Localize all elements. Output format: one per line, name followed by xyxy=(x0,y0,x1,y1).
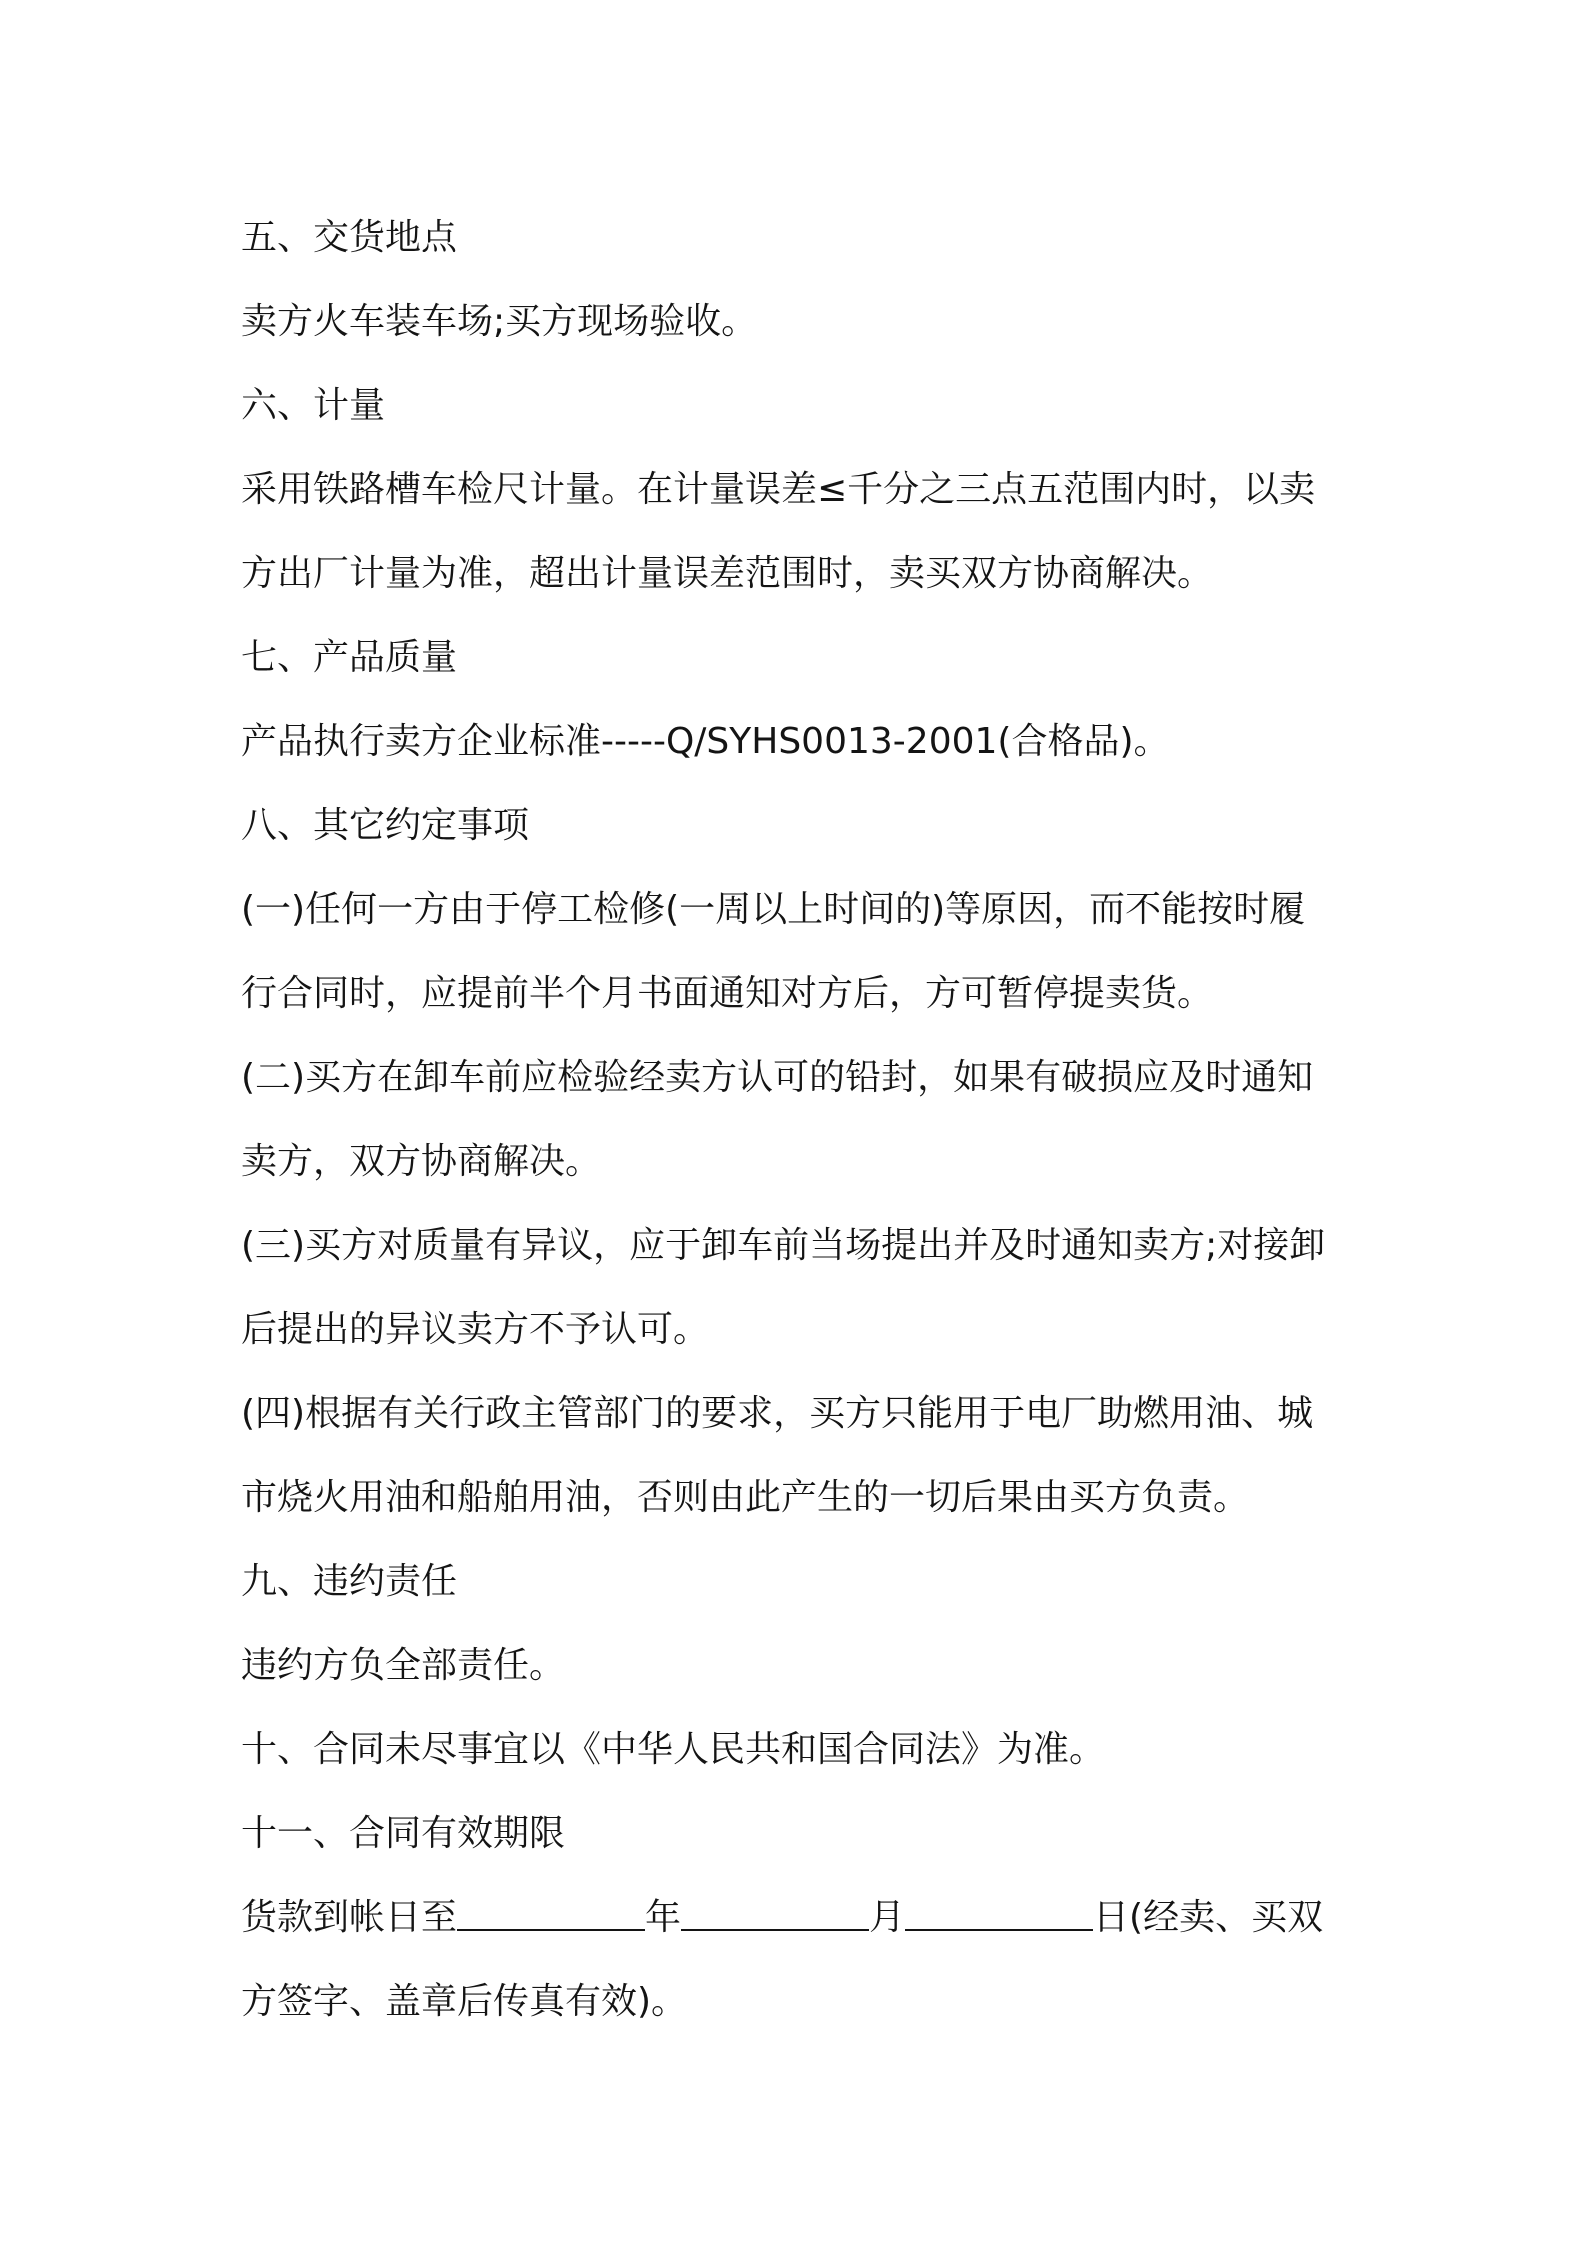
year-label: 年 xyxy=(645,1897,682,1938)
day-blank xyxy=(905,1899,1093,1931)
section-heading-other-terms: 八、其它约定事项 xyxy=(241,805,530,846)
day-suffix: 日(经卖、买双 xyxy=(1093,1897,1324,1938)
section-heading-measurement: 六、计量 xyxy=(241,385,386,426)
paragraph-line: 采用铁路槽车检尺计量。在计量误差≤千分之三点五范围内时，以卖 xyxy=(241,469,1316,510)
year-blank xyxy=(457,1899,645,1931)
paragraph-line: (三)买方对质量有异议，应于卸车前当场提出并及时通知卖方;对接卸 xyxy=(241,1225,1326,1266)
paragraph-line: (二)买方在卸车前应检验经卖方认可的铅封，如果有破损应及时通知 xyxy=(241,1057,1314,1098)
section-heading-governing-law: 十、合同未尽事宜以《中华人民共和国合同法》为准。 xyxy=(241,1729,1106,1770)
paragraph-line: 卖方火车装车场;买方现场验收。 xyxy=(241,301,758,342)
paragraph-line: 违约方负全部责任。 xyxy=(241,1645,566,1686)
paragraph-line: 市烧火用油和船舶用油，否则由此产生的一切后果由买方负责。 xyxy=(241,1477,1250,1518)
paragraph-line: 产品执行卖方企业标准-----Q/SYHS0013-2001(合格品)。 xyxy=(241,721,1170,762)
paragraph-line: (一)任何一方由于停工检修(一周以上时间的)等原因，而不能按时履 xyxy=(241,889,1306,930)
paragraph-line: 后提出的异议卖方不予认可。 xyxy=(241,1309,710,1350)
section-heading-liability: 九、违约责任 xyxy=(241,1561,458,1602)
month-label: 月 xyxy=(869,1897,906,1938)
validity-prefix: 货款到帐日至 xyxy=(241,1897,458,1938)
section-heading-product-quality: 七、产品质量 xyxy=(241,637,458,678)
paragraph-line: (四)根据有关行政主管部门的要求，买方只能用于电厂助燃用油、城 xyxy=(241,1393,1314,1434)
paragraph-line: 卖方，双方协商解决。 xyxy=(241,1141,602,1182)
paragraph-line: 方出厂计量为准，超出计量误差范围时，卖买双方协商解决。 xyxy=(241,553,1214,594)
contract-text xyxy=(241,196,1351,2044)
paragraph-line: 行合同时，应提前半个月书面通知对方后，方可暂停提卖货。 xyxy=(241,973,1214,1014)
month-blank xyxy=(681,1899,869,1931)
section-heading-delivery-place: 五、交货地点 xyxy=(241,217,458,258)
paragraph-line: 方签字、盖章后传真有效)。 xyxy=(241,1981,688,2022)
validity-date-line xyxy=(241,1876,1351,1960)
section-heading-validity-period: 十一、合同有效期限 xyxy=(241,1813,566,1854)
